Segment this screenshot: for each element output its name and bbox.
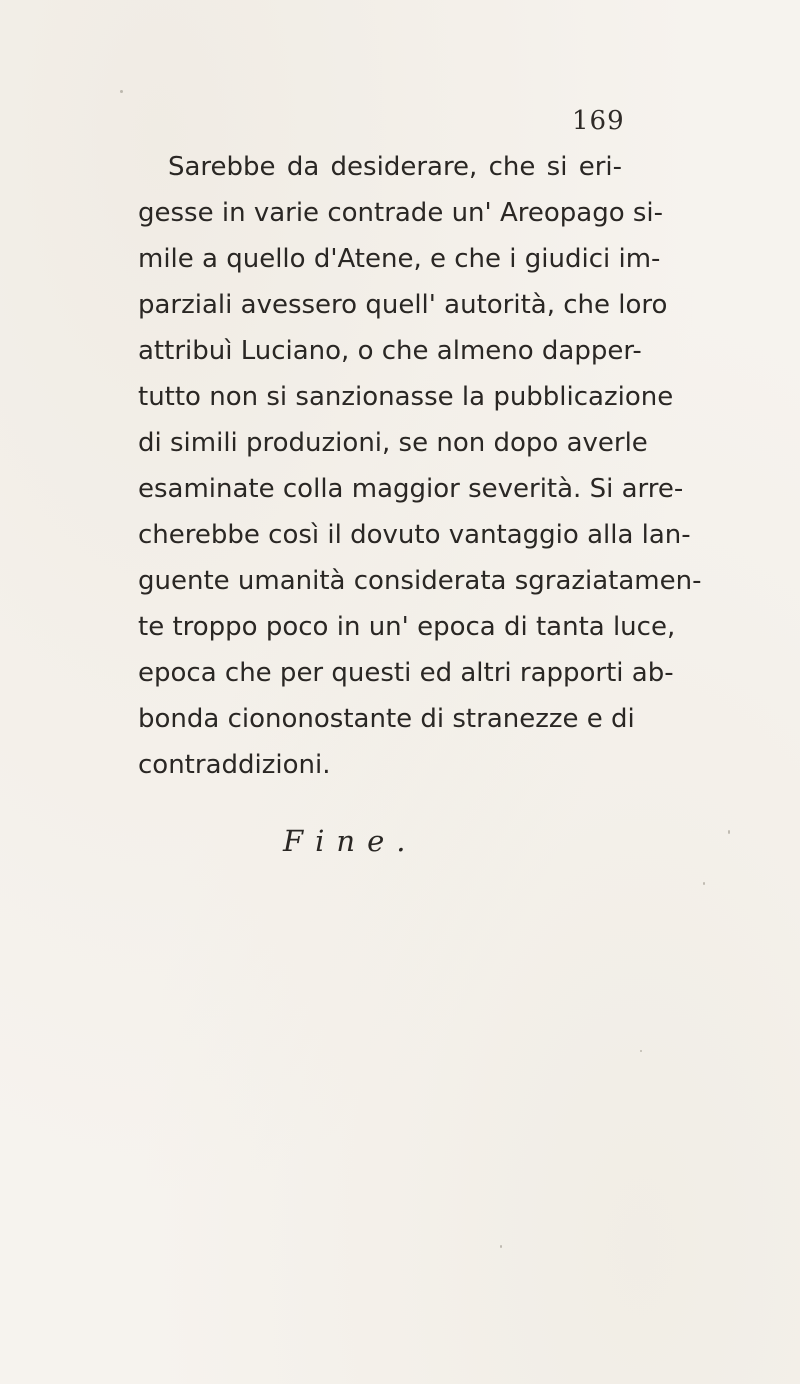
paper-speck: [703, 882, 705, 885]
text-line: epoca che per questi ed altri rapporti ab-: [138, 658, 674, 688]
paper-speck: [728, 830, 730, 834]
text-line: di simili produzioni, se non dopo averle: [138, 428, 648, 458]
text-line: attribuì Luciano, o che almeno dapper-: [138, 336, 642, 366]
paper-speck: [640, 1050, 642, 1052]
text-line: parziali avessero quell' autorità, che loro: [138, 290, 668, 320]
paper-speck: [500, 1245, 502, 1248]
end-word: Fine.: [283, 824, 418, 858]
page-number: 169: [572, 106, 625, 136]
text-line: guente umanità considerata sgraziatamen-: [138, 566, 702, 596]
text-line: bonda ciononostante di stranezze e di: [138, 704, 635, 734]
text-line: esaminate colla maggior severità. Si arre-: [138, 474, 684, 504]
text-line: Sarebbe da desiderare, che si eri-: [168, 152, 622, 182]
text-line: gesse in varie contrade un' Areopago si-: [138, 198, 664, 228]
text-line: contraddizioni.: [138, 750, 331, 780]
text-line: te troppo poco in un' epoca di tanta luce,: [138, 612, 676, 642]
text-line: mile a quello d'Atene, e che i giudici im-: [138, 244, 661, 274]
text-line: tutto non si sanzionasse la pubblicazione: [138, 382, 674, 412]
paper-speck: [120, 90, 123, 93]
text-line: cherebbe così il dovuto vantaggio alla lan-: [138, 520, 691, 550]
